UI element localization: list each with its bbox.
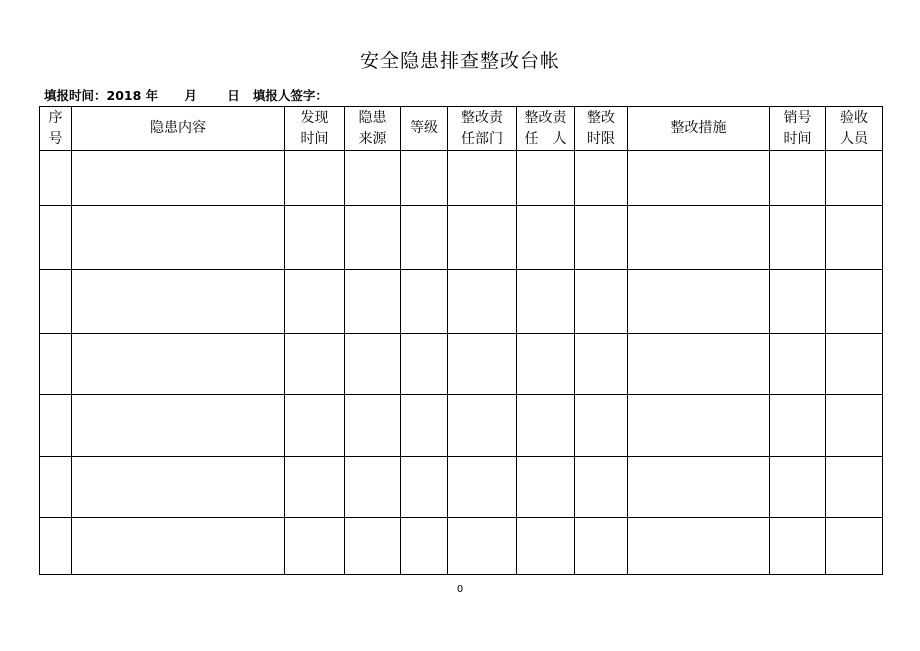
table-cell-dept[interactable] — [448, 518, 517, 575]
table-row — [40, 151, 883, 206]
header-cell-deadline: 整改 时限 — [575, 107, 628, 151]
table-cell-found-time[interactable] — [285, 151, 345, 206]
table-cell-close-time[interactable] — [770, 270, 826, 334]
fill-year-unit: 年 — [145, 88, 159, 103]
table-cell-source[interactable] — [345, 270, 401, 334]
table-cell-level[interactable] — [401, 457, 448, 518]
table-row — [40, 270, 883, 334]
table-cell-found-time[interactable] — [285, 334, 345, 395]
table-cell-source[interactable] — [345, 395, 401, 457]
table-row — [40, 334, 883, 395]
header-cell-person: 整改责 任 人 — [517, 107, 575, 151]
table-cell-deadline[interactable] — [575, 518, 628, 575]
table-cell-person[interactable] — [517, 334, 575, 395]
table-cell-person[interactable] — [517, 395, 575, 457]
table-cell-content[interactable] — [72, 334, 285, 395]
document-title: 安全隐患排查整改台帐 — [359, 50, 560, 72]
table-cell-seq[interactable] — [40, 334, 72, 395]
header-cell-dept: 整改责 任部门 — [448, 107, 517, 151]
table-cell-source[interactable] — [345, 457, 401, 518]
fill-month-unit: 月 — [184, 88, 197, 103]
table-cell-level[interactable] — [401, 206, 448, 270]
table-cell-content[interactable] — [72, 457, 285, 518]
table-cell-source[interactable] — [345, 334, 401, 395]
table-cell-person[interactable] — [517, 518, 575, 575]
table-cell-level[interactable] — [401, 334, 448, 395]
table-cell-inspector[interactable] — [826, 206, 883, 270]
table-cell-deadline[interactable] — [575, 270, 628, 334]
table-cell-level[interactable] — [401, 270, 448, 334]
table-cell-person[interactable] — [517, 457, 575, 518]
fill-day-unit: 日 — [227, 88, 240, 103]
header-cell-inspector: 验收 人员 — [826, 107, 883, 151]
header-cell-content: 隐患内容 — [72, 107, 285, 151]
table-cell-deadline[interactable] — [575, 395, 628, 457]
table-cell-content[interactable] — [72, 151, 285, 206]
table-row — [40, 518, 883, 575]
table-cell-person[interactable] — [517, 206, 575, 270]
table-cell-deadline[interactable] — [575, 457, 628, 518]
table-cell-dept[interactable] — [448, 334, 517, 395]
fill-year: 2018 — [106, 88, 142, 103]
fill-info-line — [44, 86, 328, 104]
table-cell-seq[interactable] — [40, 206, 72, 270]
table-cell-source[interactable] — [345, 151, 401, 206]
table-cell-inspector[interactable] — [826, 270, 883, 334]
hazard-ledger-table — [39, 106, 883, 575]
table-cell-measures[interactable] — [628, 457, 770, 518]
page-number: 0 — [456, 584, 464, 595]
table-cell-dept[interactable] — [448, 457, 517, 518]
table-cell-content[interactable] — [72, 206, 285, 270]
table-cell-person[interactable] — [517, 151, 575, 206]
table-cell-measures[interactable] — [628, 270, 770, 334]
table-cell-measures[interactable] — [628, 334, 770, 395]
fill-signer-label: 填报人签字： — [252, 88, 328, 103]
header-cell-close-time: 销号 时间 — [770, 107, 826, 151]
header-cell-found-time: 发现 时间 — [285, 107, 345, 151]
table-cell-close-time[interactable] — [770, 334, 826, 395]
table-cell-seq[interactable] — [40, 457, 72, 518]
header-cell-source: 隐患 来源 — [345, 107, 401, 151]
table-cell-seq[interactable] — [40, 395, 72, 457]
table-cell-content[interactable] — [72, 270, 285, 334]
table-header-row — [40, 107, 883, 151]
table-cell-source[interactable] — [345, 518, 401, 575]
table-cell-source[interactable] — [345, 206, 401, 270]
table-cell-level[interactable] — [401, 151, 448, 206]
table-cell-close-time[interactable] — [770, 518, 826, 575]
table-cell-level[interactable] — [401, 395, 448, 457]
table-cell-dept[interactable] — [448, 206, 517, 270]
header-cell-measures: 整改措施 — [628, 107, 770, 151]
header-cell-seq: 序 号 — [40, 107, 72, 151]
table-cell-content[interactable] — [72, 518, 285, 575]
table-cell-found-time[interactable] — [285, 518, 345, 575]
table-cell-seq[interactable] — [40, 518, 72, 575]
table-cell-inspector[interactable] — [826, 151, 883, 206]
table-cell-inspector[interactable] — [826, 395, 883, 457]
table-cell-close-time[interactable] — [770, 395, 826, 457]
table-cell-found-time[interactable] — [285, 270, 345, 334]
table-cell-close-time[interactable] — [770, 206, 826, 270]
table-cell-inspector[interactable] — [826, 457, 883, 518]
table-cell-person[interactable] — [517, 270, 575, 334]
table-cell-seq[interactable] — [40, 151, 72, 206]
table-cell-measures[interactable] — [628, 206, 770, 270]
table-cell-deadline[interactable] — [575, 206, 628, 270]
table-row — [40, 457, 883, 518]
table-cell-dept[interactable] — [448, 395, 517, 457]
table-cell-deadline[interactable] — [575, 151, 628, 206]
table-cell-dept[interactable] — [448, 270, 517, 334]
header-cell-level: 等级 — [401, 107, 448, 151]
fill-time-label: 填报时间： — [44, 88, 107, 103]
table-cell-close-time[interactable] — [770, 457, 826, 518]
table-cell-found-time[interactable] — [285, 206, 345, 270]
table-cell-measures[interactable] — [628, 395, 770, 457]
table-cell-inspector[interactable] — [826, 334, 883, 395]
table-cell-found-time[interactable] — [285, 457, 345, 518]
table-cell-seq[interactable] — [40, 270, 72, 334]
table-row — [40, 206, 883, 270]
table-cell-measures[interactable] — [628, 151, 770, 206]
table-row — [40, 395, 883, 457]
table-cell-inspector[interactable] — [826, 518, 883, 575]
table-cell-close-time[interactable] — [770, 151, 826, 206]
table-cell-content[interactable] — [72, 395, 285, 457]
table-cell-measures[interactable] — [628, 518, 770, 575]
table-cell-found-time[interactable] — [285, 395, 345, 457]
table-cell-level[interactable] — [401, 518, 448, 575]
table-cell-deadline[interactable] — [575, 334, 628, 395]
table-cell-dept[interactable] — [448, 151, 517, 206]
